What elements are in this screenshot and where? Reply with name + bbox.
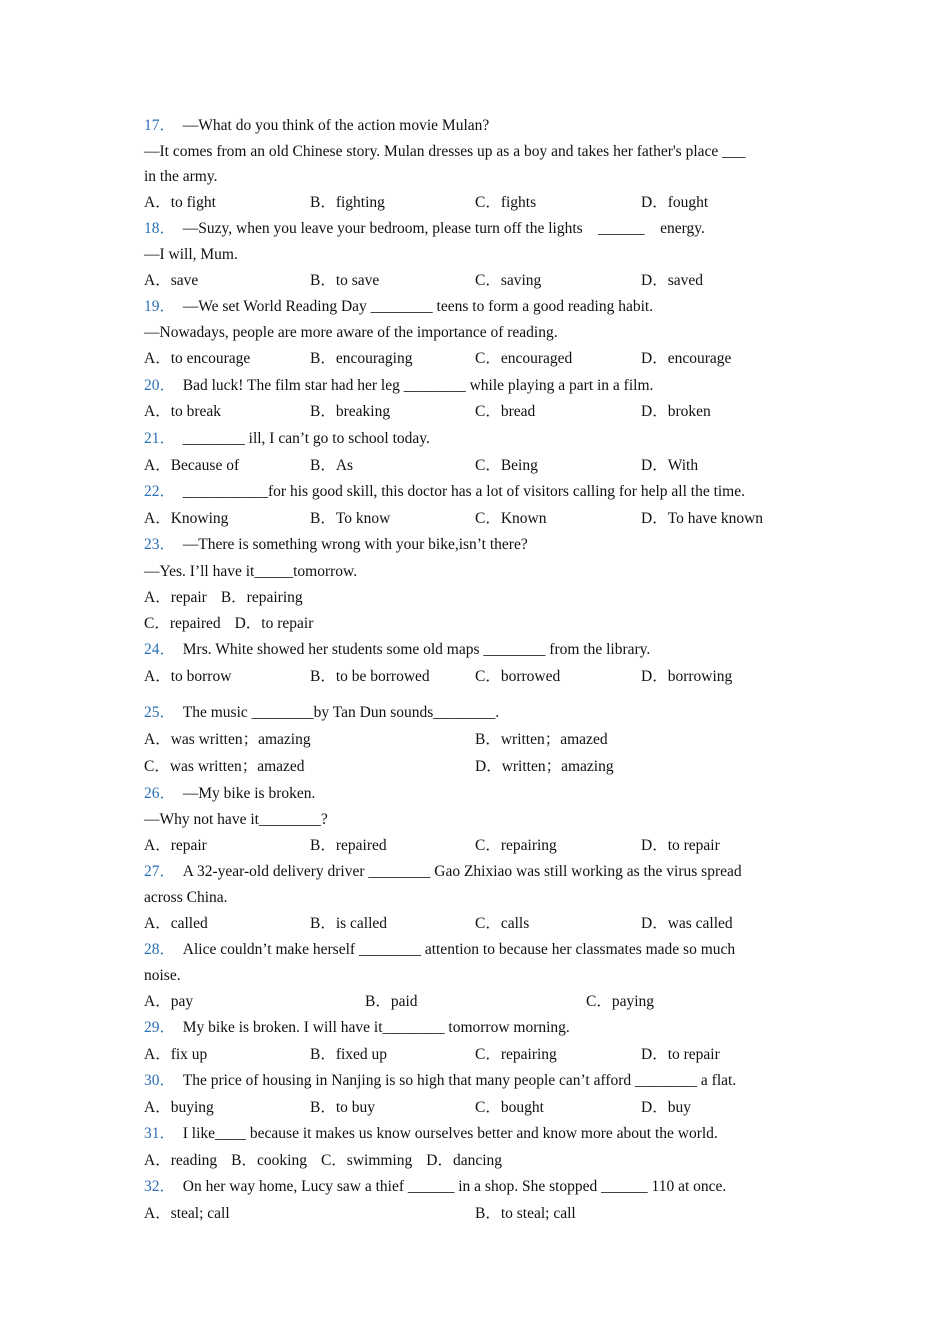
q27-option-d[interactable]: D．was called [641,915,733,932]
q19-option-b[interactable]: B．encouraging [310,350,413,367]
q23-options-row-2 [144,614,313,634]
q28-option-a[interactable]: A．pay [144,993,194,1010]
q17-option-d[interactable]: D．fought [641,194,709,211]
q28-stem [144,940,735,960]
q26-option-a[interactable]: A．repair [144,837,207,854]
q24-option-a[interactable]: A．to borrow [144,668,232,685]
q19-number: 19． [144,298,168,315]
q24-stem [144,640,650,660]
q27-stem [144,862,742,882]
q21-option-b[interactable]: B．As [310,457,354,474]
q17-line-2: —It comes from an old Chinese story. Mulan dresses up as a boy and takes her father's place ___ [144,143,746,160]
q17-option-c[interactable]: C．fights [475,194,537,211]
q28-line-1: Alice couldn’t make herself ________ attention to because her classmates made so much [167,941,736,958]
q22-option-b[interactable]: B．To know [310,510,391,527]
q29-option-c[interactable]: C．repairing [475,1046,557,1063]
q27-option-a[interactable]: A．called [144,915,208,932]
q22-number: 22． [144,483,168,500]
q21-option-c[interactable]: C．Being [475,457,538,474]
q23-option-a[interactable]: A．repair [144,589,207,606]
q26-line-2: —Why not have it________? [144,811,328,828]
q26-number: 26． [144,785,168,802]
q24-line-1: Mrs. White showed her students some old maps ________ from the library. [167,641,651,658]
q17-option-a[interactable]: A．to fight [144,194,216,211]
q23-number: 23． [144,536,168,553]
q21-stem [144,429,430,449]
q26-option-c[interactable]: C．repairing [475,837,557,854]
q20-stem [144,376,653,396]
q19-option-d[interactable]: D．encourage [641,350,732,367]
q21-line-1: ________ ill, I can’t go to school today. [167,430,430,447]
q20-number: 20． [144,377,168,394]
q30-option-d[interactable]: D．buy [641,1099,691,1116]
q32-line-1: On her way home, Lucy saw a thief ______ in a shop. She stopped ______ 110 at once. [167,1178,727,1195]
q18-stem [144,219,705,239]
q20-option-b[interactable]: B．breaking [310,403,391,420]
q23-line-2: —Yes. I’ll have it_____tomorrow. [144,563,358,580]
q21-option-d[interactable]: D．With [641,457,699,474]
q18-option-b[interactable]: B．to save [310,272,380,289]
q19-option-c[interactable]: C．encouraged [475,350,573,367]
q19-line-1: —We set World Reading Day ________ teens to form a good reading habit. [167,298,654,315]
q31-options-row [144,1151,502,1171]
q25-line-1: The music ________by Tan Dun sounds________. [167,704,500,721]
q31-number: 31． [144,1125,168,1142]
q17-number: 17． [144,117,168,134]
q22-option-a[interactable]: A．Knowing [144,510,229,527]
q25-option-b[interactable]: B．written；amazed [475,731,608,748]
q26-option-d[interactable]: D．to repair [641,837,720,854]
q17-line-3: in the army. [144,168,218,185]
q30-stem [144,1071,736,1091]
q18-number: 18． [144,220,168,237]
q22-option-c[interactable]: C．Known [475,510,547,527]
q32-number: 32． [144,1178,168,1195]
q31-option-b[interactable]: B．cooking [231,1152,307,1169]
q23-stem [144,535,528,555]
q18-option-c[interactable]: C．saving [475,272,542,289]
q29-stem [144,1018,570,1038]
q25-number: 25． [144,704,168,721]
q23-option-d[interactable]: D．to repair [234,615,314,632]
q23-option-b[interactable]: B．repairing [220,589,303,606]
q25-stem [144,703,499,723]
q19-stem [144,297,653,317]
q32-option-b[interactable]: B．to steal; call [475,1205,576,1222]
q18-line-2: —I will, Mum. [144,246,238,263]
q24-option-c[interactable]: C．borrowed [475,668,561,685]
q26-stem [144,784,315,804]
q32-option-a[interactable]: A．steal; call [144,1205,230,1222]
q22-line-1: ___________for his good skill, this doctor has a lot of visitors calling for help all the time. [167,483,745,500]
q30-line-1: The price of housing in Nanjing is so high that many people can’t afford ________ a flat. [167,1072,737,1089]
q27-number: 27． [144,863,168,880]
q19-line-2: —Nowadays, people are more aware of the importance of reading. [144,324,558,341]
q20-line-1: Bad luck! The film star had her leg ________ while playing a part in a film. [167,377,654,394]
q18-option-d[interactable]: D．saved [641,272,703,289]
q19-option-a[interactable]: A．to encourage [144,350,251,367]
q23-line-1: —There is something wrong with your bike,isn’t there? [167,536,528,553]
q29-option-d[interactable]: D．to repair [641,1046,720,1063]
q25-option-d[interactable]: D．written；amazing [475,758,614,775]
q24-option-b[interactable]: B．to be borrowed [310,668,430,685]
q31-stem [144,1124,718,1144]
q27-option-b[interactable]: B．is called [310,915,388,932]
q29-option-b[interactable]: B．fixed up [310,1046,388,1063]
q18-option-a[interactable]: A．save [144,272,199,289]
q30-number: 30． [144,1072,168,1089]
q24-number: 24． [144,641,168,658]
q22-stem [144,482,745,502]
q24-option-d[interactable]: D．borrowing [641,668,733,685]
q31-option-a[interactable]: A．reading [144,1152,218,1169]
q27-line-2: across China. [144,889,228,906]
q31-option-d[interactable]: D．dancing [426,1152,503,1169]
q25-option-a[interactable]: A．was written；amazing [144,731,311,748]
q26-option-b[interactable]: B．repaired [310,837,387,854]
q23-option-c[interactable]: C．repaired [144,615,221,632]
q18-line-1: —Suzy, when you leave your bedroom, please turn off the lights ______ energy. [167,220,705,237]
q28-option-b[interactable]: B．paid [365,993,418,1010]
q20-option-d[interactable]: D．broken [641,403,711,420]
q29-line-1: My bike is broken. I will have it________ tomorrow morning. [167,1019,570,1036]
q27-line-1: A 32-year-old delivery driver ________ Gao Zhixiao was still working as the virus spread [167,863,742,880]
q23-options-row-1 [144,588,303,608]
q28-option-c[interactable]: C．paying [586,993,655,1010]
q31-line-1: I like____ because it makes us know ourselves better and know more about the world. [167,1125,718,1142]
q20-option-c[interactable]: C．bread [475,403,536,420]
q22-option-d[interactable]: D．To have known [641,510,764,527]
q26-line-1: —My bike is broken. [167,785,316,802]
q30-option-a[interactable]: A．buying [144,1099,214,1116]
q28-number: 28． [144,941,168,958]
q29-number: 29． [144,1019,168,1036]
q25-option-c[interactable]: C．was written；amazed [144,758,305,775]
q30-option-b[interactable]: B．to buy [310,1099,376,1116]
q21-option-a[interactable]: A．Because of [144,457,240,474]
q21-number: 21． [144,430,168,447]
q17-option-b[interactable]: B．fighting [310,194,385,211]
q20-option-a[interactable]: A．to break [144,403,222,420]
q17-stem [144,116,489,136]
q29-option-a[interactable]: A．fix up [144,1046,208,1063]
q31-option-c[interactable]: C．swimming [320,1152,413,1169]
q28-line-2: noise. [144,967,181,984]
q32-stem [144,1177,726,1197]
q30-option-c[interactable]: C．bought [475,1099,544,1116]
q27-option-c[interactable]: C．calls [475,915,530,932]
q17-line-1: —What do you think of the action movie Mulan? [167,117,490,134]
